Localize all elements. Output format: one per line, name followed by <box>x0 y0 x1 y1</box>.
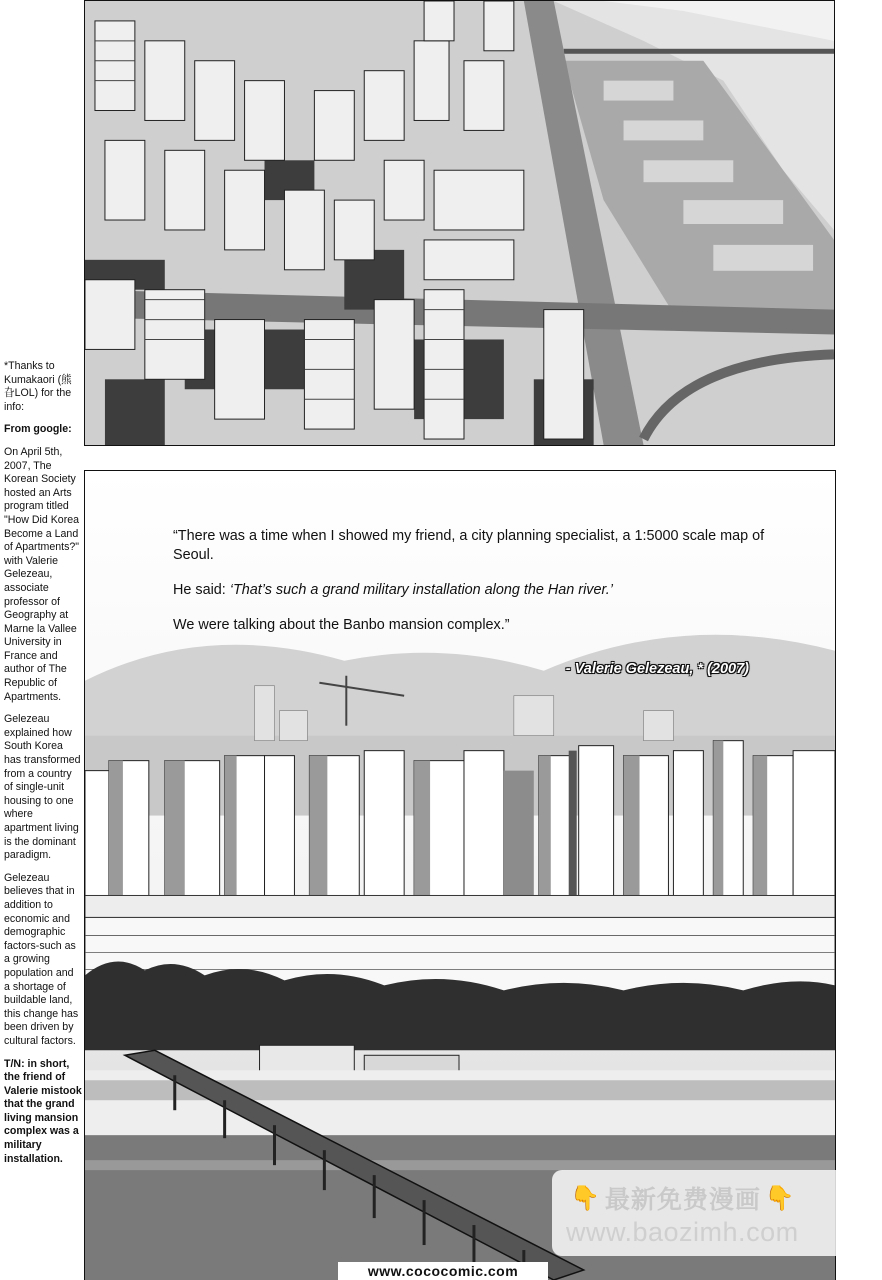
quote-line-2 <box>173 581 773 600</box>
watermark-banner <box>570 1180 842 1216</box>
note-paragraph-3: Gelezeau believes that in addition to economic and demographic factors-such as a growing population and a shortage of buildable land, this change has been driven by cultural factors. <box>4 871 79 1047</box>
pointing-hand-icon: 👇 <box>570 1184 601 1212</box>
quote-attribution: - Valerie Gelezeau, * (2007) <box>565 661 749 677</box>
quote-line-1: “There was a time when I showed my friend, a city planning specialist, a 1:5000 scale map of Seoul. <box>173 528 765 563</box>
watermark-banner-text: 最新免费漫画 <box>604 1186 761 1214</box>
note-paragraph-1: On April 5th, 2007, The Korean Society hosted an Arts program titled "How Did Korea Become a Land of Apartments?" with Valerie Gelezeau, associate professor of Geography at Marne la Vallee University in France and author of The Republic of Apartments. <box>4 445 80 703</box>
quote-line-3: We were talking about the Banbo mansion complex.” <box>173 617 510 633</box>
aerial-city-illustration <box>85 1 834 445</box>
skyline-panel <box>84 470 836 1280</box>
pointing-hand-icon: 👇 <box>764 1184 796 1212</box>
translator-side-notes <box>4 360 82 1175</box>
quote-line-2-italic: ‘That’s such a grand military installation along the Han river.’ <box>229 582 613 598</box>
note-paragraph-2: Gelezeau explained how South Korea has transformed from a country of single-unit housing to one where apartment living is the dominant paradigm. <box>4 713 81 862</box>
translator-note: T/N: in short, the friend of Valerie mistook that the grand living mansion complex was a military installation. <box>4 1057 82 1165</box>
site-footer-url[interactable]: www.cococomic.com <box>338 1262 548 1280</box>
source-heading: From google: <box>4 423 72 436</box>
quote-line-2-prefix: He said: <box>173 582 230 598</box>
aerial-city-panel <box>84 0 835 446</box>
gelezeau-quote <box>173 527 773 651</box>
thanks-note: *Thanks to Kumakaori (熊旮LOL) for the info: <box>4 360 72 413</box>
watermark-url[interactable]: www.baozimh.com <box>566 1217 799 1247</box>
